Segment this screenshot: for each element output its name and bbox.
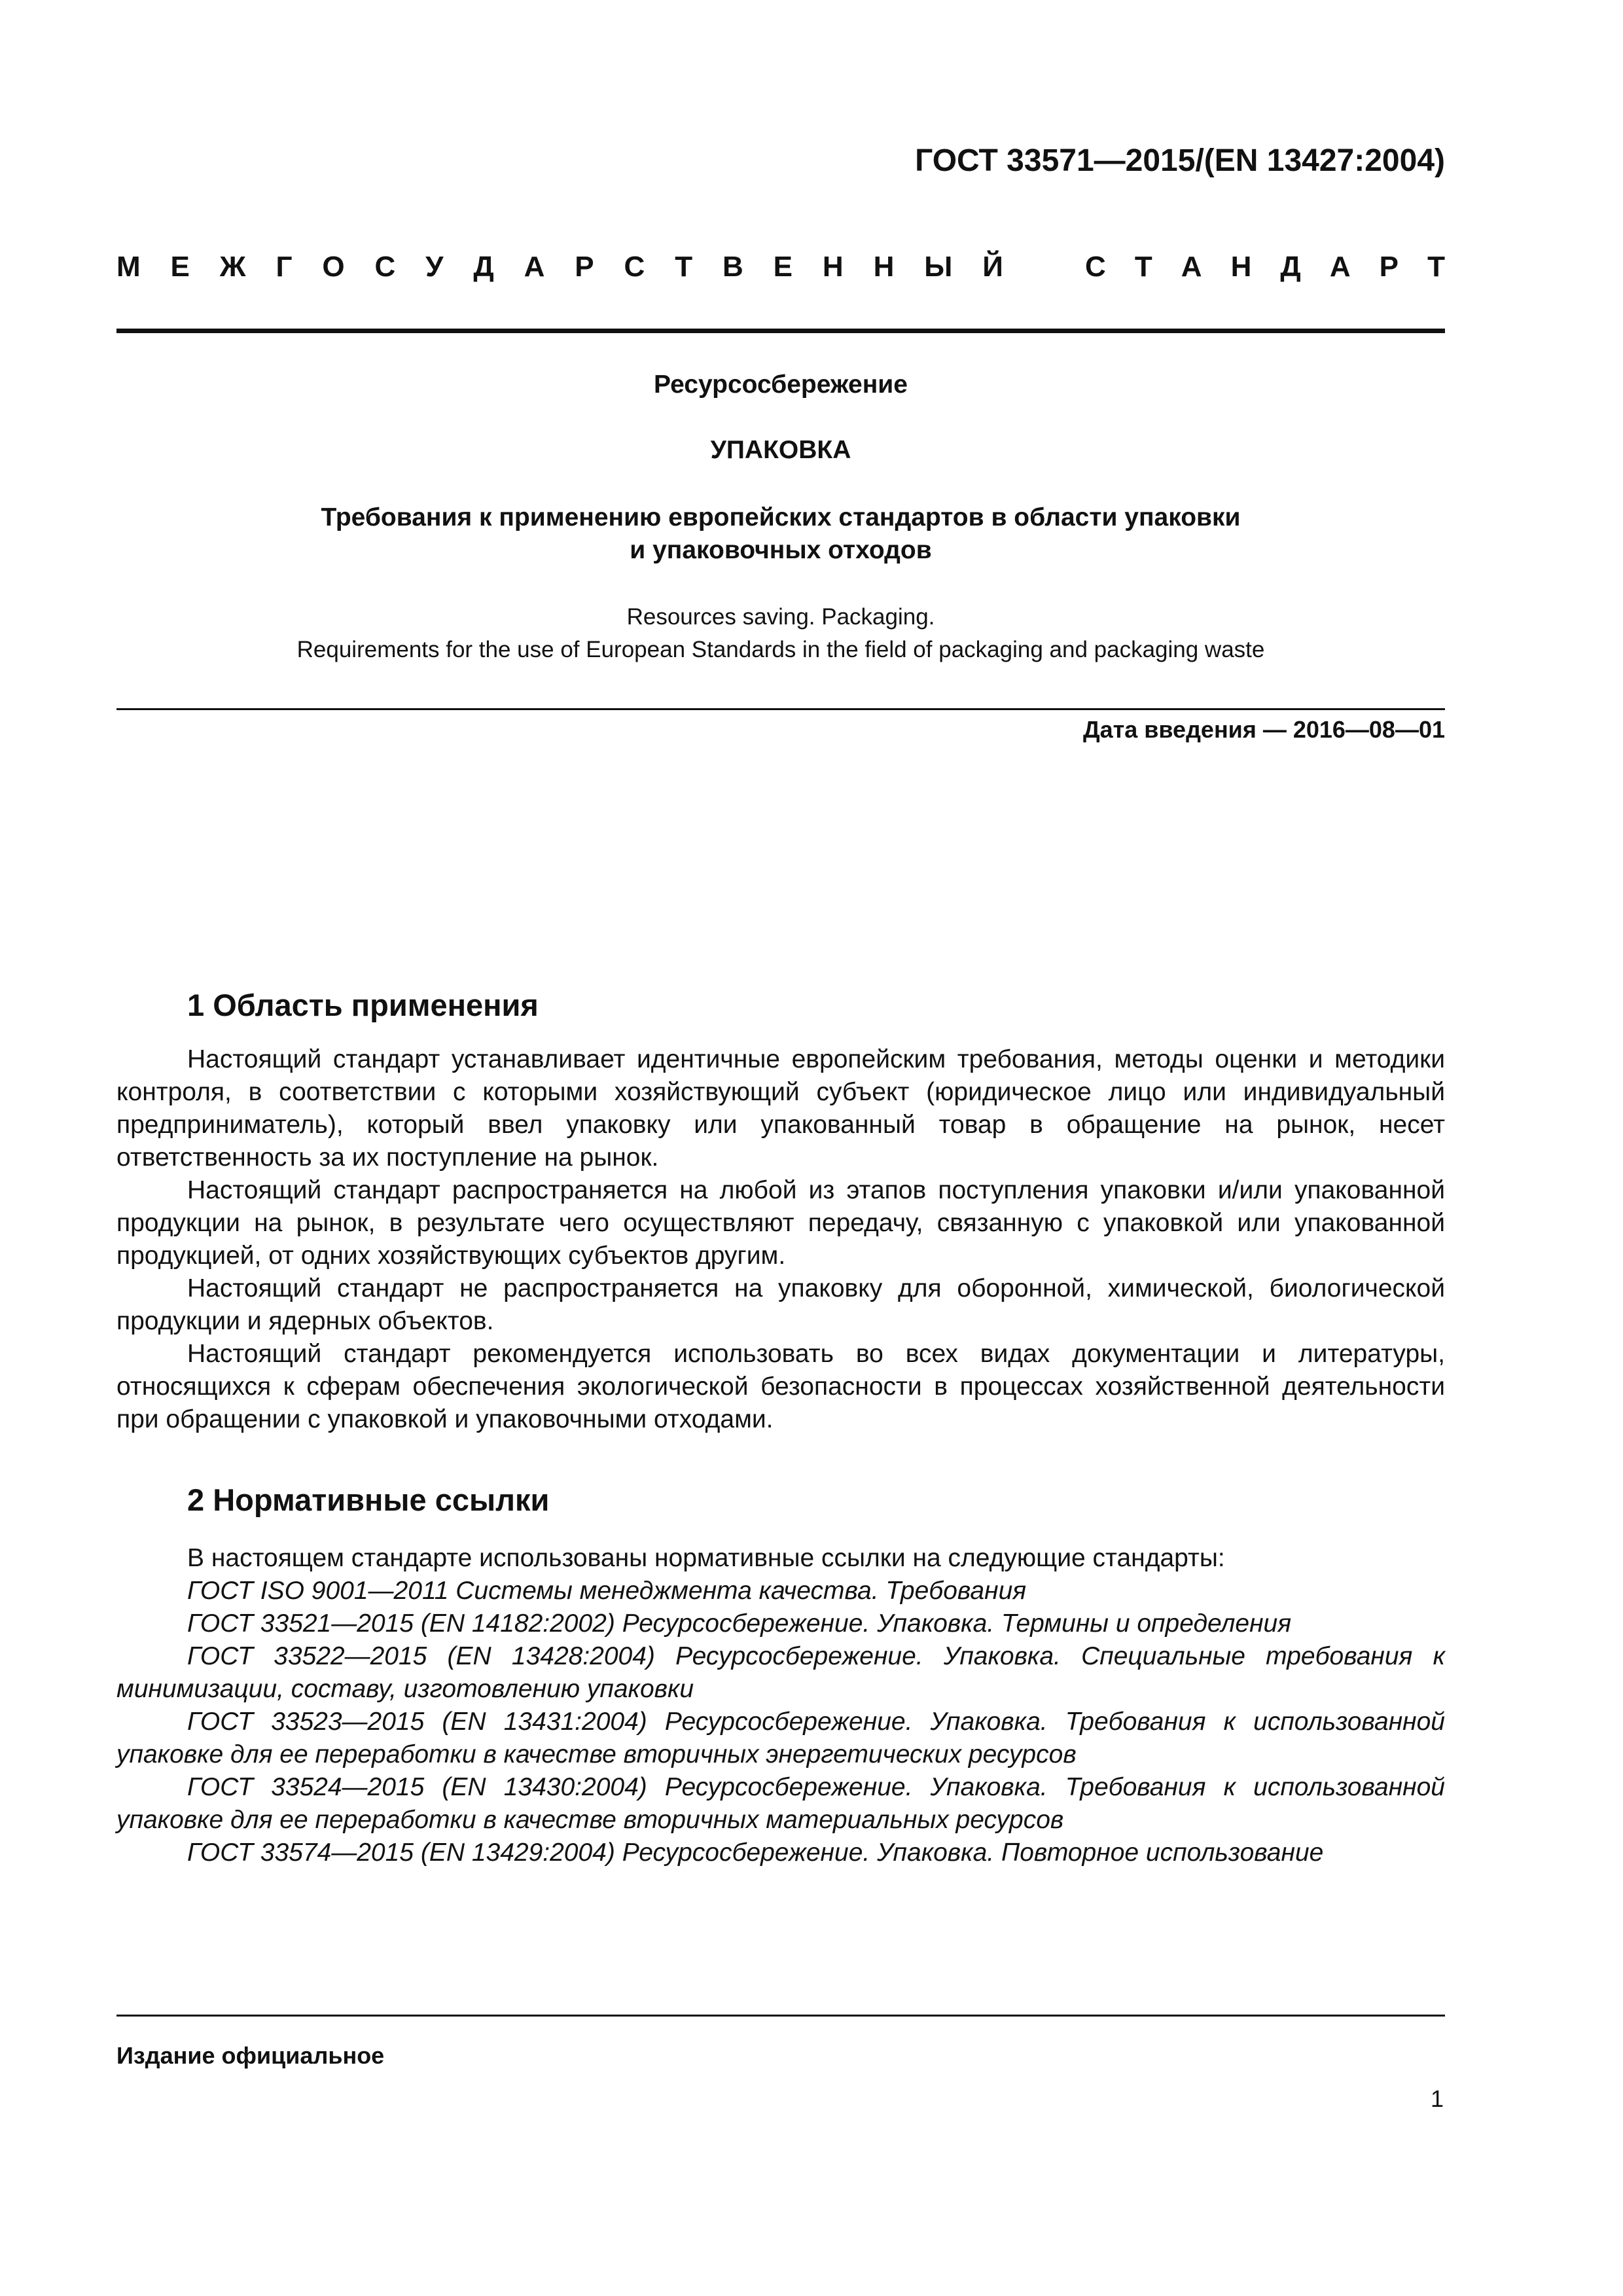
english-title-line: Requirements for the use of European Standards in the field of packaging and packaging waste	[296, 637, 1265, 662]
reference-item: ГОСТ ISO 9001—2011 Системы менеджмента качества. Требования	[187, 1577, 1027, 1605]
banner-letter: У	[425, 251, 444, 283]
banner-letter: Е	[170, 251, 190, 283]
banner-letter: Н	[1230, 251, 1252, 283]
reference-item: ГОСТ 33521—2015 (EN 14182:2002) Ресурсосбережение. Упаковка. Термины и определения	[187, 1609, 1292, 1638]
banner-letter: Т	[1134, 251, 1152, 283]
banner-letter: Е	[773, 251, 793, 283]
banner-letter: Р	[1379, 251, 1399, 283]
banner-letter: О	[322, 251, 345, 283]
banner-letter: Д	[473, 251, 494, 283]
title-subtitle	[116, 501, 1445, 567]
standard-word	[1085, 251, 1445, 283]
paragraph: Настоящий стандарт рекомендуется использовать во всех видах документации и литературы, относящихся к сферам обеспечения экологической безопасности в процессах хозяйственной деятельности при обращении с упаковкой и упаковочными отходами.	[116, 1340, 1445, 1433]
footer-divider	[116, 2015, 1445, 2017]
banner-letter: Н	[873, 251, 895, 283]
banner-letter: С	[374, 251, 396, 283]
edition-label: Издание официальное	[116, 2042, 385, 2069]
banner-letter: Ж	[219, 251, 246, 283]
banner-letter: С	[1085, 251, 1106, 283]
banner-letter: Г	[276, 251, 293, 283]
title-divider	[116, 708, 1445, 710]
title-main: УПАКОВКА	[710, 436, 851, 464]
banner-letter: М	[116, 251, 141, 283]
english-title-line: Resources saving. Packaging.	[626, 604, 935, 630]
title-topic: Ресурсосбережение	[654, 370, 908, 399]
banner-letter: Т	[675, 251, 693, 283]
section-heading-scope: 1 Область применения	[187, 988, 539, 1022]
introduction-date: Дата введения — 2016—08—01	[1082, 716, 1445, 743]
subtitle-line: и упаковочных отходов	[630, 536, 932, 564]
document-number: ГОСТ 33571—2015/(EN 13427:2004)	[915, 143, 1445, 178]
title-english	[116, 601, 1445, 666]
banner-letter: Т	[1427, 251, 1445, 283]
interstate-standard-banner	[116, 247, 1445, 287]
reference-item: ГОСТ 33522—2015 (EN 13428:2004) Ресурсосбережение. Упаковка. Специальные требования к минимизации, составу, изготовлению упаковки	[116, 1642, 1445, 1703]
section-body-scope	[116, 1043, 1445, 1436]
interstate-word	[116, 251, 1003, 283]
banner-letter: Н	[822, 251, 844, 283]
reference-item: ГОСТ 33524—2015 (EN 13430:2004) Ресурсосбережение. Упаковка. Требования к использованной упаковке для ее переработки в качестве вторичных материальных ресурсов	[116, 1773, 1445, 1834]
header-divider	[116, 329, 1445, 333]
section-heading-normative-references: 2 Нормативные ссылки	[187, 1482, 550, 1517]
banner-letter: А	[1181, 251, 1202, 283]
banner-letter: Р	[575, 251, 594, 283]
section-body-normative-references	[116, 1542, 1445, 1869]
paragraph: Настоящий стандарт распространяется на любой из этапов поступления упаковки и/или упакованной продукции на рынок, в результате чего осуществляют передачу, связанную с упаковкой или упакованной продукцией, от одних хозяйствующих субъектов другим.	[116, 1176, 1445, 1270]
paragraph: Настоящий стандарт устанавливает идентичные европейским требования, методы оценки и методики контроля, в соответствии с которыми хозяйствующий субъект (юридическое лицо или индивидуальный предприниматель), который ввел упаковку или упакованный товар в обращение на рынок, несет ответственность за их поступление на рынок.	[116, 1045, 1445, 1172]
paragraph: Настоящий стандарт не распространяется на упаковку для оборонной, химической, биологической продукции и ядерных объектов.	[116, 1274, 1445, 1335]
page-number: 1	[1430, 2085, 1444, 2112]
banner-letter: Д	[1280, 251, 1301, 283]
reference-item: ГОСТ 33523—2015 (EN 13431:2004) Ресурсосбережение. Упаковка. Требования к использованной упаковке для ее переработки в качестве вторичных энергетических ресурсов	[116, 1708, 1445, 1768]
banner-letter: Й	[982, 251, 1003, 283]
banner-letter: А	[1329, 251, 1351, 283]
banner-letter: Ы	[924, 251, 953, 283]
reference-item: ГОСТ 33574—2015 (EN 13429:2004) Ресурсосбережение. Упаковка. Повторное использование	[187, 1839, 1324, 1867]
banner-letter: С	[624, 251, 645, 283]
banner-letter: А	[524, 251, 545, 283]
banner-letter: В	[722, 251, 743, 283]
paragraph: В настоящем стандарте использованы нормативные ссылки на следующие стандарты:	[187, 1544, 1225, 1572]
subtitle-line: Требования к применению европейских стандартов в области упаковки	[321, 503, 1241, 531]
